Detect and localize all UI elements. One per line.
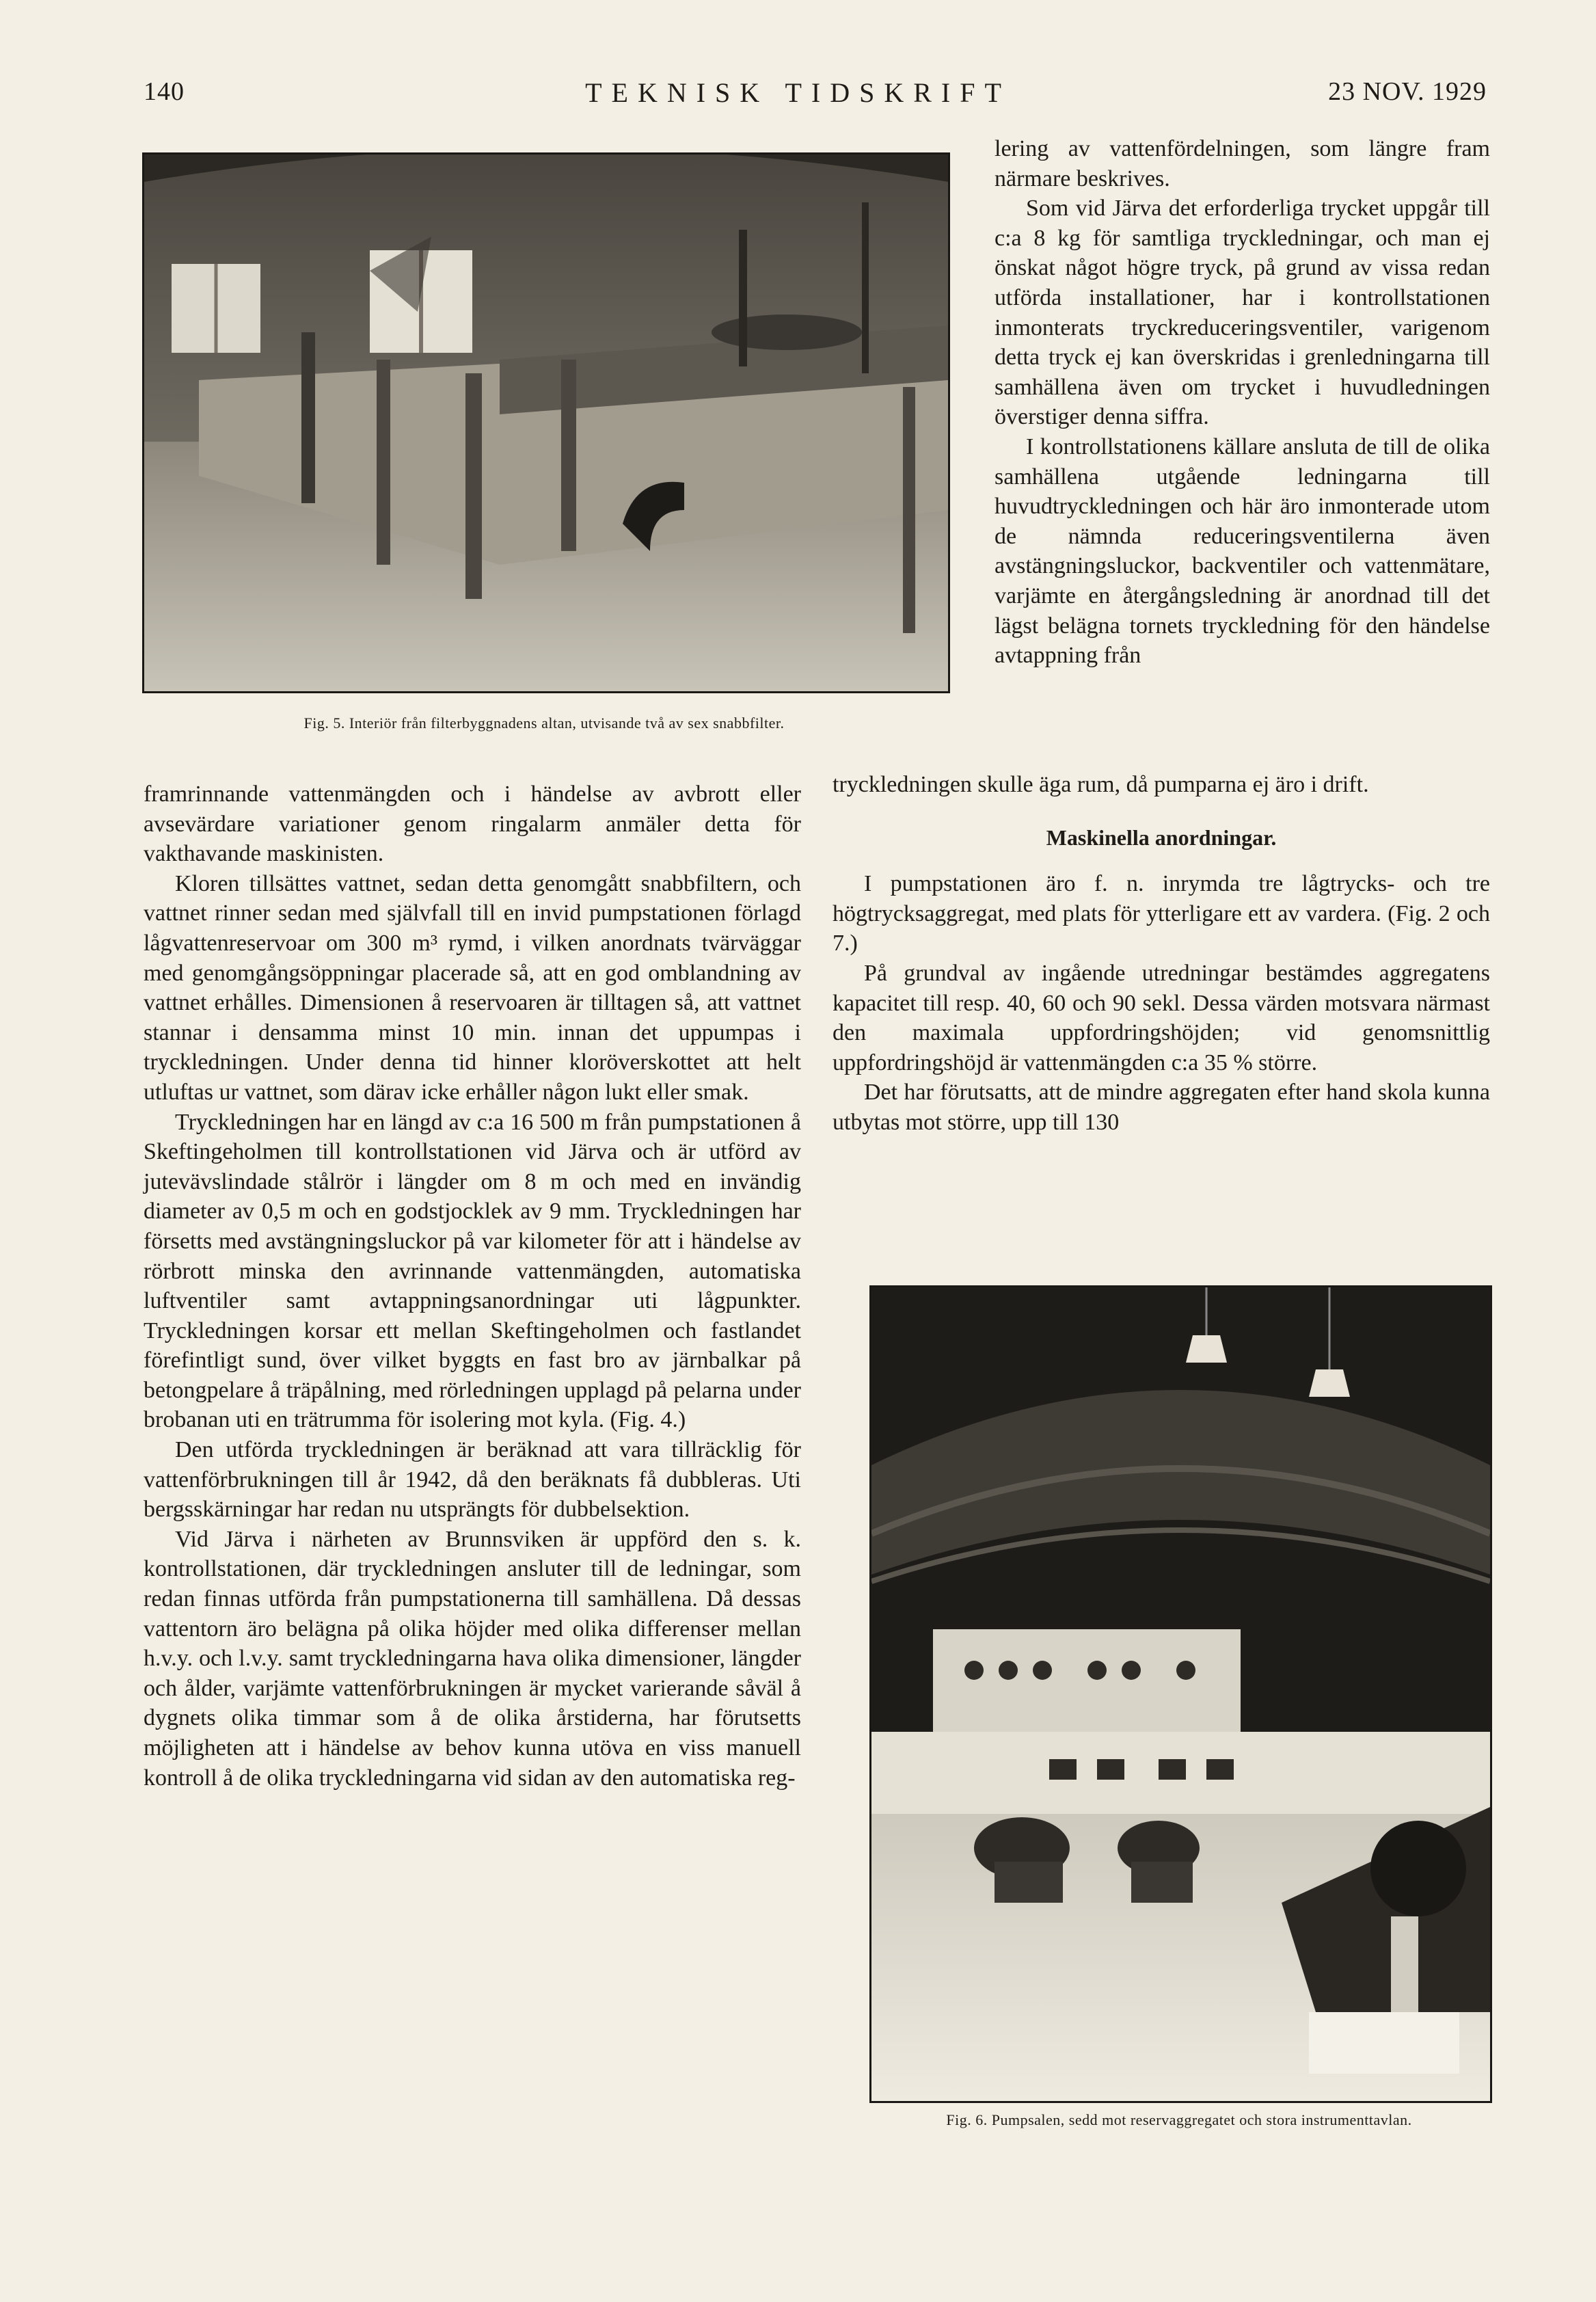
paragraph: Vid Järva i närheten av Brunnsviken är uppförd den s. k. kontrollstationen, där tryckledningen ansluter till de ledningar, som redan finnas utförda från pumpstationerna till samhällena. Då dessas vattentorn äro belägna på olika höjder med olika differenser mellan h.v.y. och l.v.y. samt tryckledningarna hava olika dimensioner, längder och ålder, varjämte vattenförbrukningen är mycket varierande såväl å dygnets olika timmar som å de olika årstiderna, har förutsetts möjligheten att i händelse av behov kunna utöva en viss manuell kontroll å de olika tryckledningarna vid sidan av den automatiska reg- <box>144 1526 801 1791</box>
journal-title: TEKNISK TIDSKRIFT <box>585 77 1011 108</box>
paragraph: tryckledningen skulle äga rum, då pumparna ej äro i drift. <box>833 772 1369 797</box>
section-heading: Maskinella anordningar. <box>1046 825 1277 850</box>
paragraph: Kloren tillsättes vattnet, sedan detta genomgått snabbfiltern, och vattnet rinner sedan med självfall till en invid pumpstationen förlagd lågvattenreservoar om 300 m³ rymd, i vilken anordnats tvärväggar med genomgångsöppningar placerade så, att en god omblandning av vattnet erhålles. Dimensionen å reservoaren är tilltagen så, att vattnet stannar i densamma minst 10 min. innan det uppumpas i tryckledningen. Under denna tid hinner kloröverskottet att helt utluftas ur vattnet, som därav icke erhåller någon lukt eller smak. <box>144 870 801 1105</box>
figure-6-caption: Fig. 6. Pumpsalen, sedd mot reservaggregatet och stora instrumenttavlan. <box>946 2111 1412 2128</box>
paragraph: I kontrollstationens källare ansluta de till de olika samhällena utgående ledningarna till huvudtryckledningen och här äro inmonterade utom de nämnda reduceringsventilerna även avstängningsluckor, backventiler och vattenmätare, varjämte en återgångsledning är anordnad till det lägst belägna tornets tryckledning för den händelse avtappning från <box>995 433 1490 669</box>
figure-6-photo <box>869 1285 1492 2103</box>
right-column-bottom <box>833 770 1490 1138</box>
paragraph: I pumpstationen äro f. n. inrymda tre lågtrycks- och tre högtrycksaggregat, med plats för ytterligare ett av vardera. (Fig. 2 och 7.) <box>833 871 1490 956</box>
paragraph: Det har förutsatts, att de mindre aggregaten efter hand skola kunna utbytas mot större, upp till 130 <box>833 1080 1490 1135</box>
paragraph: lering av vattenfördelningen, som längre fram närmare beskrives. <box>995 136 1490 191</box>
right-column-top <box>995 134 1490 671</box>
figure-5-photo <box>142 152 950 693</box>
paragraph: På grundval av ingående utredningar bestämdes aggregatens kapacitet till resp. 40, 60 och 90 sekl. Dessa värden motsvara närmast den maximala uppfordringshöjden; vid genomsnittlig uppfordringshöjd är vattenmängden c:a 35 % större. <box>833 960 1490 1075</box>
page-number: 140 <box>144 77 185 106</box>
paragraph: framrinnande vattenmängden och i händelse av avbrott eller avsevärdare variationer genom ringalarm anmäler detta för vakthavande maskinisten. <box>144 781 801 867</box>
figure-5-caption: Fig. 5. Interiör från filterbyggnadens altan, utvisande två av sex snabbfilter. <box>303 714 785 732</box>
left-column <box>144 779 801 1793</box>
paragraph: Den utförda tryckledningen är beräknad att vara tillräcklig för vattenförbrukningen till år 1942, då den beräknats få dubbleras. Uti bergsskärningar har redan nu utsprängts för dubbelsektion. <box>144 1437 801 1523</box>
paragraph: Tryckledningen har en längd av c:a 16 500 m från pumpstationen å Skeftingeholmen till kontrollstationen vid Järva och är utförd av jutevävslindade stålrör i längder om 8 m och med en invändig diameter av 0,5 m och en godstjocklek av 9 mm. Tryckledningen har försetts med avstängningsluckor på var kilometer för att i händelse av rörbrott minska den avrinnande vattenmängden, automatiska luftventiler samt avtappningsanordningar uti lågpunkter. Tryckledningen korsar ett mellan Skeftingeholmen och fastlandet förefintligt sund, över vilket byggts en fast bro av järnbalkar på betongpelare å träpålning, med rörledningen upplagd på pelarna under brobanan uti en trätrumma för isolering mot kyla. (Fig. 4.) <box>144 1109 801 1433</box>
paragraph: Som vid Järva det erforderliga trycket uppgår till c:a 8 kg för samtliga tryckledningar, och man ej önskat något högre tryck, på grund av vissa redan utförda installationer, har i kontrollstationen inmonterats tryckreduceringsventiler, varigenom detta tryck ej kan överskridas i grenledningarna till samhällena även om trycket i huvudledningen överstiger denna siffra. <box>995 196 1490 430</box>
issue-date: 23 NOV. 1929 <box>1328 77 1487 106</box>
